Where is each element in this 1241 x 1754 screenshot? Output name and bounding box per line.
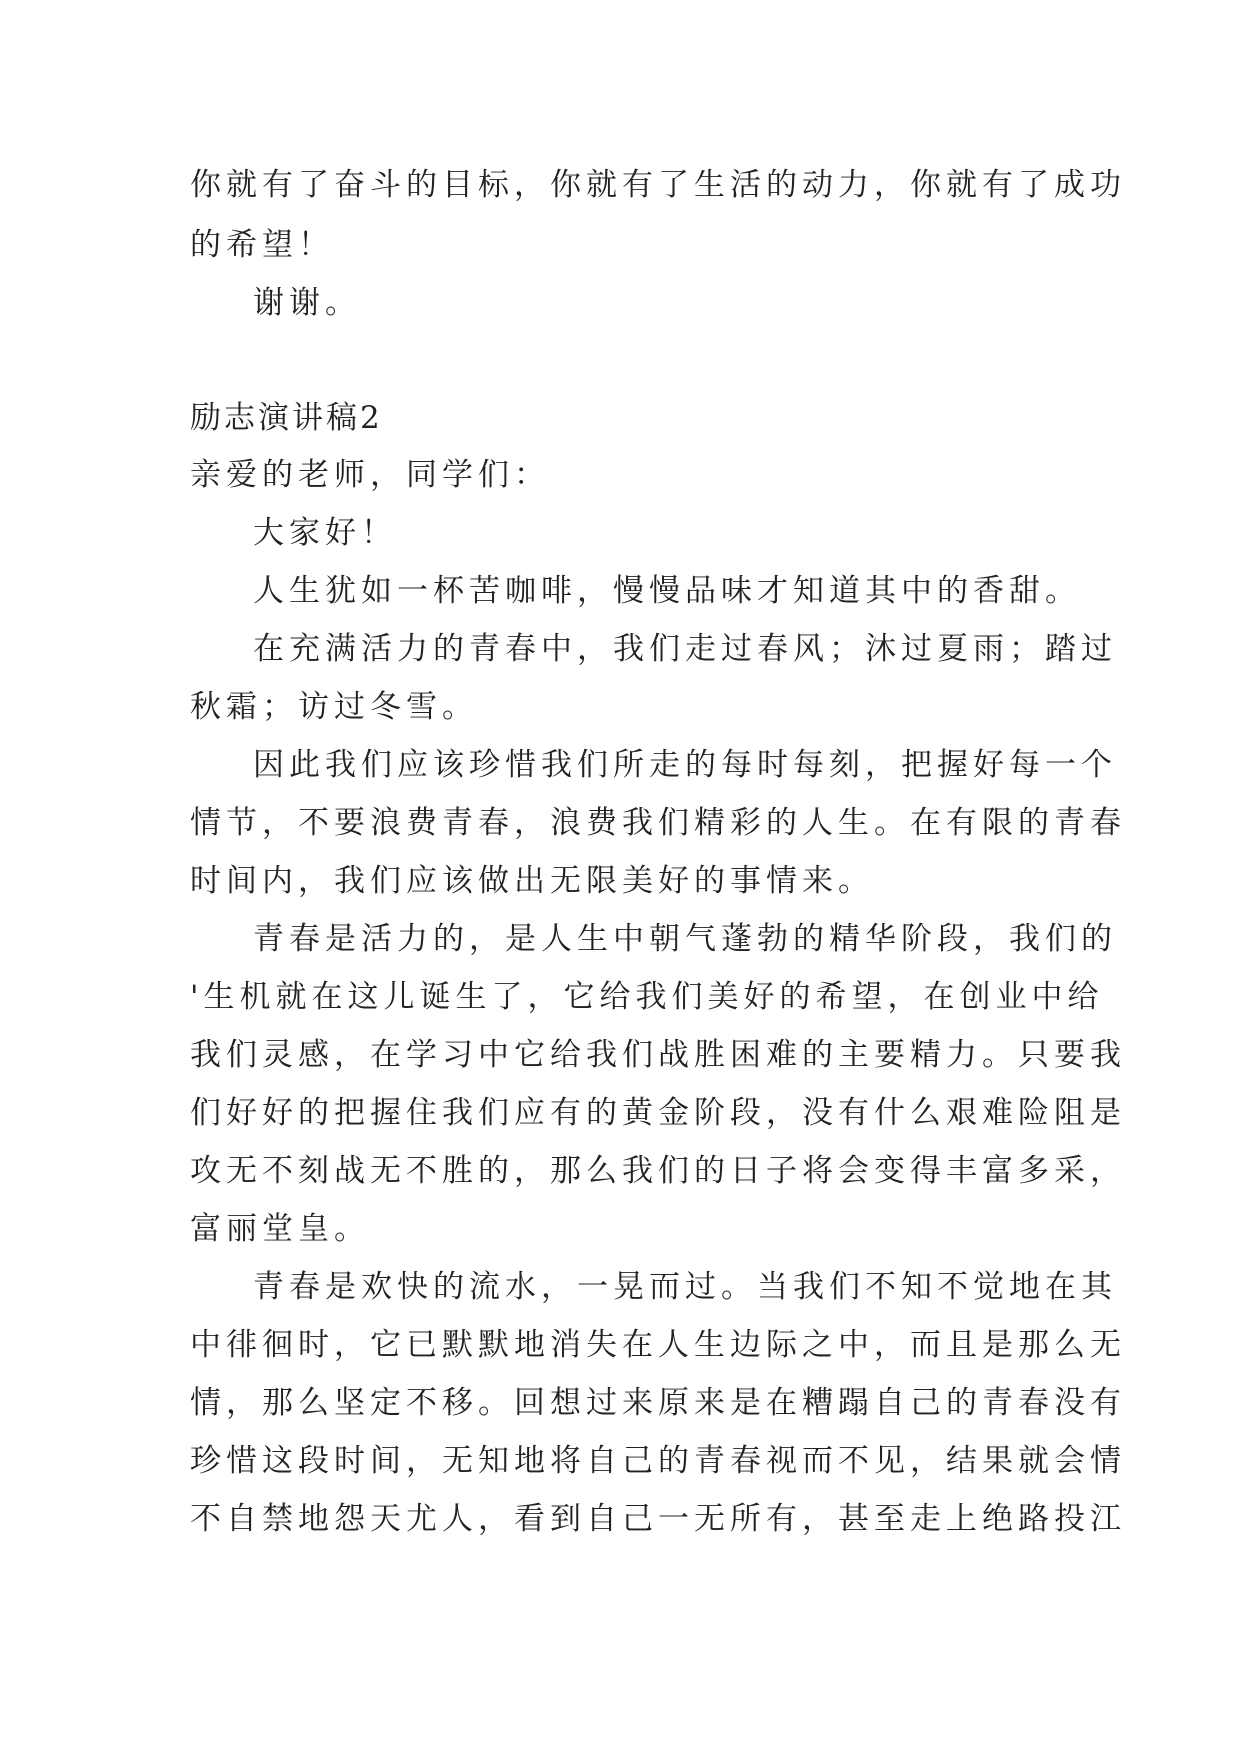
paragraph-line: '生机就在这儿诞生了，它给我们美好的希望，在创业中给 xyxy=(190,979,1104,1015)
paragraph-line: 青春是欢快的流水，一晃而过。当我们不知不觉地在其 xyxy=(253,1269,1117,1305)
section-heading: 励志演讲稿2 xyxy=(190,400,383,436)
paragraph-line: 因此我们应该珍惜我们所走的每时每刻，把握好每一个 xyxy=(253,747,1117,783)
greeting: 大家好！ xyxy=(253,515,397,551)
paragraph-line: 的希望！ xyxy=(190,227,334,263)
paragraph-line: 谢谢。 xyxy=(253,285,361,321)
paragraph-line: 攻无不刻战无不胜的，那么我们的日子将会变得丰富多采， xyxy=(190,1153,1126,1189)
paragraph-line: 时间内，我们应该做出无限美好的事情来。 xyxy=(190,863,874,899)
paragraph-line: 情，那么坚定不移。回想过来原来是在糟蹋自己的青春没有 xyxy=(190,1385,1126,1421)
paragraph-line: 青春是活力的，是人生中朝气蓬勃的精华阶段，我们的 xyxy=(253,921,1117,957)
paragraph-line: 人生犹如一杯苦咖啡，慢慢品味才知道其中的香甜。 xyxy=(253,573,1081,609)
paragraph-line: 情节，不要浪费青春，浪费我们精彩的人生。在有限的青春 xyxy=(190,805,1126,841)
paragraph-line: 珍惜这段时间，无知地将自己的青春视而不见，结果就会情 xyxy=(190,1443,1126,1479)
salutation: 亲爱的老师，同学们： xyxy=(190,457,550,493)
paragraph-line: 们好好的把握住我们应有的黄金阶段，没有什么艰难险阻是 xyxy=(190,1095,1126,1131)
paragraph-line: 我们灵感，在学习中它给我们战胜困难的主要精力。只要我 xyxy=(190,1037,1126,1073)
paragraph-line: 富丽堂皇。 xyxy=(190,1211,370,1247)
paragraph-line: 你就有了奋斗的目标，你就有了生活的动力，你就有了成功 xyxy=(190,167,1126,203)
paragraph-line: 中徘徊时，它已默默地消失在人生边际之中，而且是那么无 xyxy=(190,1327,1126,1363)
paragraph-line: 秋霜；访过冬雪。 xyxy=(190,689,478,725)
paragraph-line: 不自禁地怨天尤人，看到自己一无所有，甚至走上绝路投江 xyxy=(190,1501,1126,1537)
paragraph-line: 在充满活力的青春中，我们走过春风；沐过夏雨；踏过 xyxy=(253,631,1117,667)
